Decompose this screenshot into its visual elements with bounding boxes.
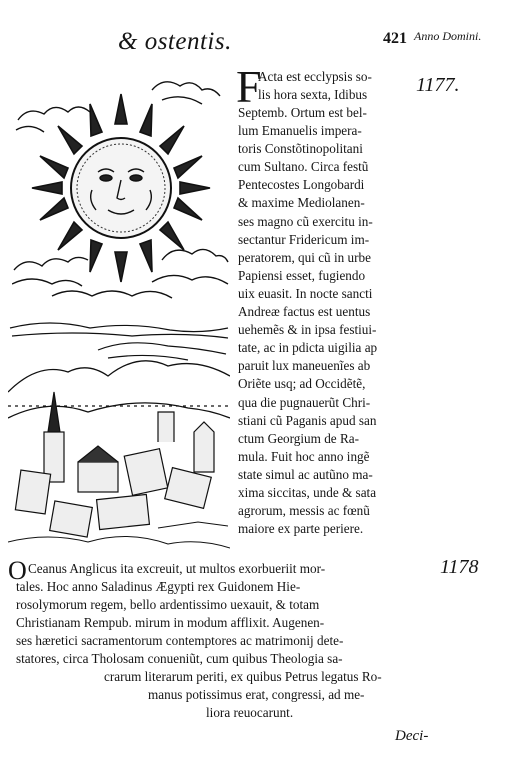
text-line: paruit lux maneuenĩes ab <box>238 358 371 374</box>
ruined-city-woodcut-illustration <box>8 322 230 554</box>
text-line: Oriẽte usq; ad Occidẽtẽ, <box>238 376 366 392</box>
text-line: lis hora sexta, Idibus <box>258 87 368 103</box>
text-line: Septemb. Ortum est bel- <box>238 105 367 120</box>
text-line: Pentecostes Longobardi <box>238 177 365 193</box>
text-block-1178-tail <box>104 668 382 686</box>
sun-woodcut-illustration <box>12 60 230 318</box>
text-block-1178-tail-3 <box>206 704 293 722</box>
text-line: Ceanus Anglicus ita excreuit, ut multos exorbueriit mor- <box>28 561 326 576</box>
text-block-1177 <box>258 68 372 104</box>
text-line: crarum literarum periti, ex quibus Petrus legatus Ro- <box>104 669 382 684</box>
text-line: ses hæretici sacramentorum contemptores ac matrimonij dete- <box>16 633 344 649</box>
text-line: Andreæ factus est uentus <box>238 304 371 320</box>
anno-domini-label: Anno Domini. <box>414 29 482 43</box>
text-line: cum Sultano. Circa festũ <box>238 159 369 175</box>
text-block-1178-first <box>28 560 325 578</box>
text-line: maiore ex parte periere. <box>238 521 364 537</box>
text-line: liora reuocarunt. <box>206 705 294 720</box>
text-line: tales. Hoc anno Saladinus Ægypti rex Guidonem Hie- <box>16 579 301 594</box>
text-line: uehemẽs & in ipsa festiui- <box>238 322 377 338</box>
text-line: lum Emanuelis impera- <box>238 123 362 139</box>
text-line: ses magno cũ exercitu in- <box>238 213 373 229</box>
text-line: peratorem, qui cũ in urbe <box>238 249 371 265</box>
catchword: Deci- <box>395 728 429 744</box>
text-line: stiani cũ Paganis apud san <box>238 412 377 428</box>
text-line: uix euasit. In nocte sancti <box>238 285 373 301</box>
text-line: toris Constõtinopolitani <box>238 141 363 157</box>
text-line: & maxime Mediolanen- <box>238 195 365 211</box>
text-block-1178-tail-2 <box>148 686 364 704</box>
text-line: rosolymorum regem, bello ardentissimo uexauit, & totam <box>16 597 320 613</box>
text-line: qua die pugnauerũt Chri- <box>238 394 371 410</box>
text-line: xima siccitas, unde & sata <box>238 484 377 500</box>
drop-cap-o: O <box>8 556 27 585</box>
text-line: statores, circa Tholosam conueniũt, cum quibus Theologia sa- <box>16 651 343 667</box>
running-title: & ostentis. <box>118 28 232 55</box>
margin-year-1178: 1178 <box>440 556 479 578</box>
text-line: agrorum, messis ac fœnũ <box>238 503 370 519</box>
text-line: state simul ac autũno ma- <box>238 466 373 482</box>
text-line: Acta est ecclypsis so- <box>258 69 372 84</box>
text-block-1177-continued <box>238 104 377 538</box>
text-block-1178 <box>16 578 343 668</box>
text-line: tate, ac in pdicta uigilia ap <box>238 340 378 356</box>
text-line: mula. Fuit hoc anno ingẽ <box>238 448 370 464</box>
text-line: Papiensi esset, fugiendo <box>238 267 366 283</box>
text-line: sectantur Fridericum im- <box>238 231 370 247</box>
text-line: ctum Georgium de Ra- <box>238 430 359 446</box>
text-line: Christianam Rempub. mirum in modum afflixit. Augenen- <box>16 615 325 631</box>
drop-cap-f: F <box>236 61 262 112</box>
text-line: manus potissimus erat, congressi, ad me- <box>148 687 365 702</box>
page-number: 421 <box>383 30 407 47</box>
margin-year-1177: 1177. <box>416 74 460 96</box>
